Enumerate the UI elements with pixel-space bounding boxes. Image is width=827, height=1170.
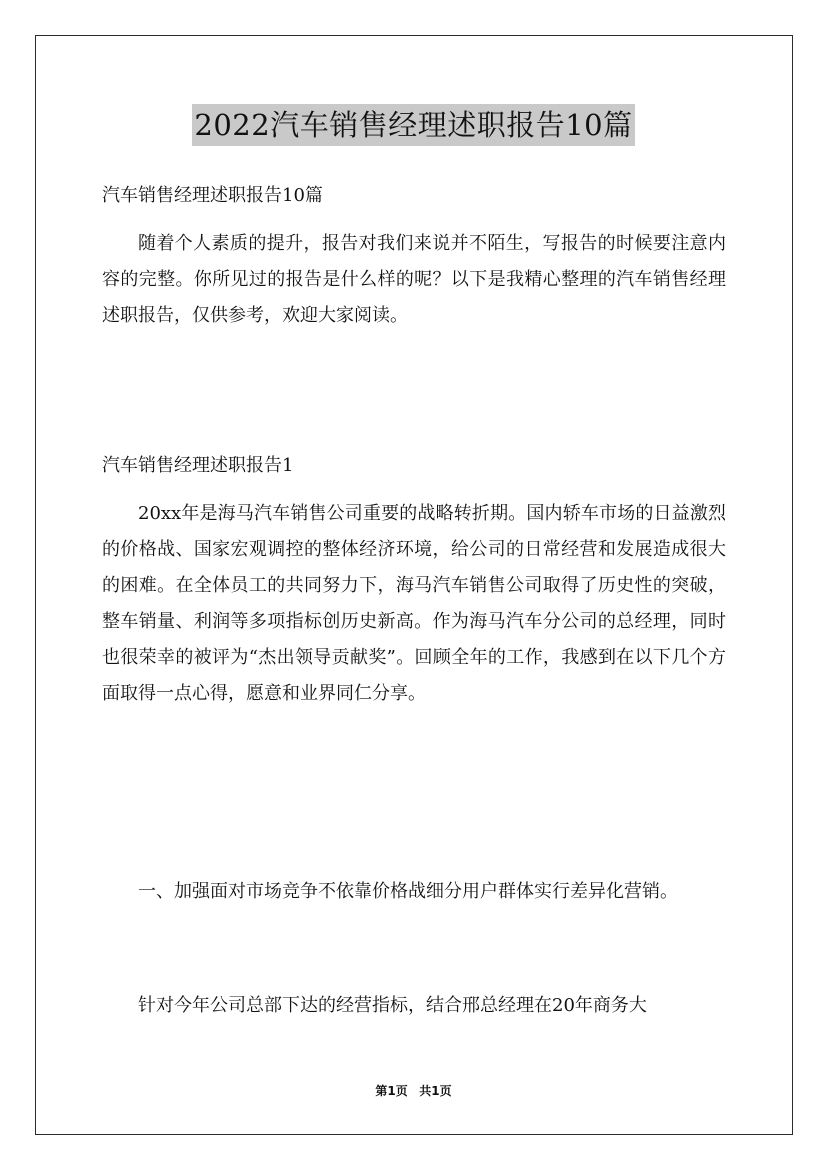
intro-paragraph: 随着个人素质的提升，报告对我们来说并不陌生，写报告的时候要注意内容的完整。你所见过的报告是什么样的呢？以下是我精心整理的汽车销售经理述职报告，仅供参考，欢迎大家阅读。 [102, 233, 726, 326]
body-paragraph: 20xx年是海马汽车销售公司重要的战略转折期。国内轿车市场的日益激烈的价格战、国家宏观调控的整体经济环境，给公司的日常经营和发展造成很大的困难。在全体员工的共同努力下，海马汽车销售公司取得了历史性的突破，整车销量、利润等多项指标创历史新高。作为海马汽车分公司的总经理，同时也很荣幸的被评为“杰出领导贡献奖”。回顾全年的工作，我感到在以下几个方面取得一点心得，愿意和业界同仁分享。 [102, 503, 726, 704]
body-paragraph-point-one: 一、加强面对市场竞争不依靠价格战细分用户群体实行差异化营销。 [138, 881, 678, 902]
body-paragraph-continued: 针对今年公司总部下达的经营指标，结合邢总经理在20年商务大 [138, 995, 647, 1016]
total-pages: 共1页 [419, 1084, 452, 1098]
page-number: 第1页 [375, 1084, 408, 1098]
section-heading: 汽车销售经理述职报告1 [102, 455, 294, 476]
document-title: 2022汽车销售经理述职报告10篇 [192, 104, 634, 146]
document-subtitle: 汽车销售经理述职报告10篇 [102, 185, 323, 206]
title-container [0, 104, 827, 146]
page-footer [0, 1082, 827, 1099]
